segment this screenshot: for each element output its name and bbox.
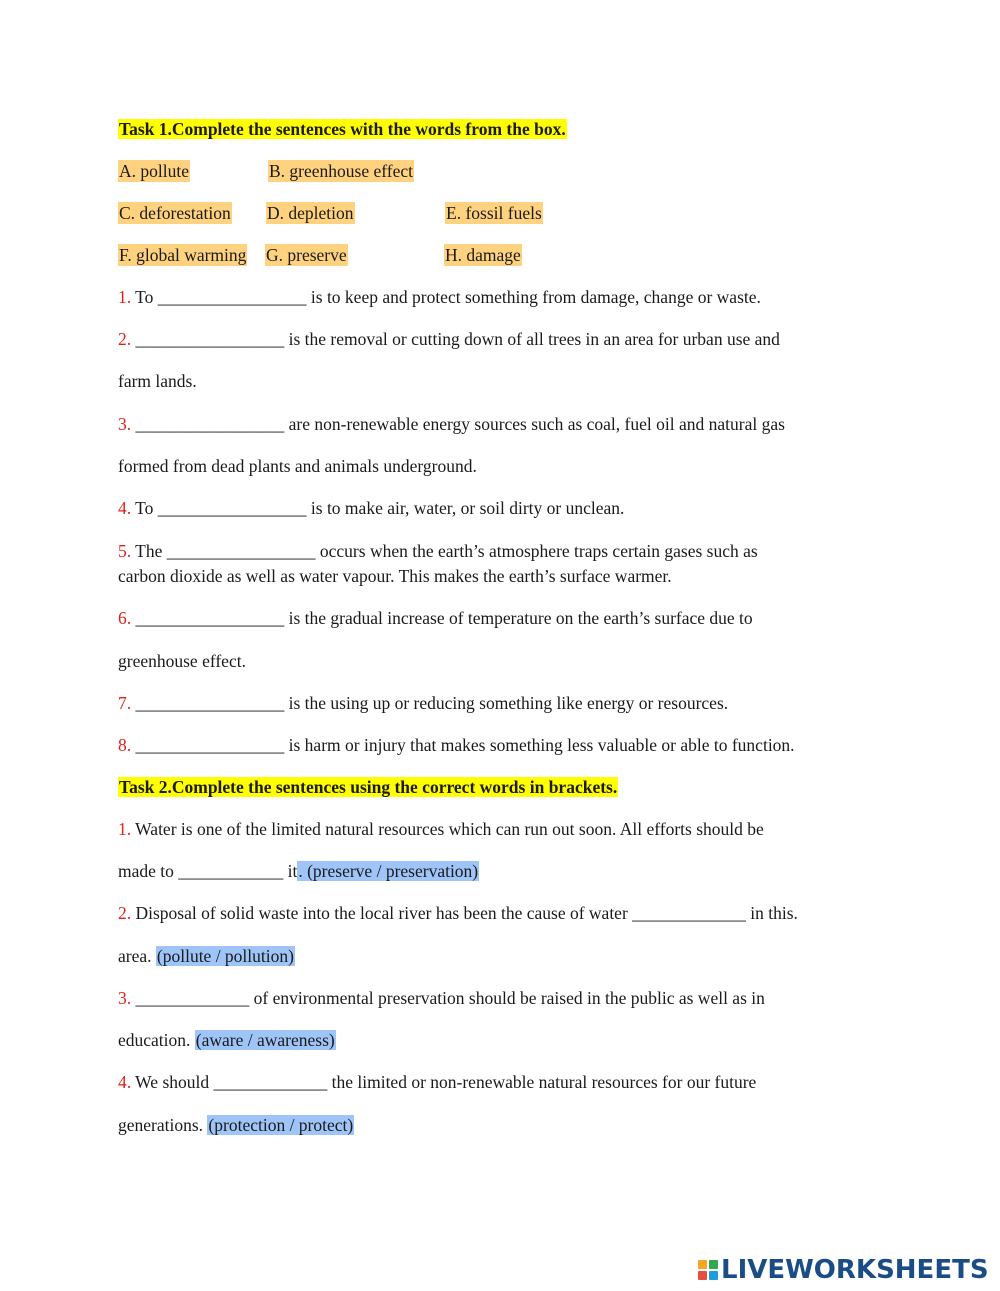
item-text-continued: greenhouse effect.: [118, 651, 246, 671]
item-number: 4.: [118, 1072, 132, 1092]
task2-item-1: [118, 818, 764, 840]
word-option-b: B. greenhouse effect: [269, 161, 413, 181]
task1-item-8: [118, 734, 795, 756]
task1-item-3-cont: [118, 455, 477, 477]
task1-item-6: [118, 607, 753, 629]
bracket-hint: (aware / awareness): [195, 1030, 335, 1050]
task2-item-3: [118, 987, 765, 1009]
task1-item-5-cont: [118, 565, 672, 587]
item-number: 2.: [118, 903, 132, 923]
item-text-continued: area.: [118, 946, 156, 966]
task1-title: [118, 118, 567, 140]
item-text-continued: carbon dioxide as well as water vapour. This makes the earth’s surface warmer.: [118, 566, 672, 586]
item-text: _____________ of environmental preservation should be raised in the public as well as in: [131, 988, 765, 1008]
logo-mark-icon: [698, 1260, 718, 1280]
item-number: 1.: [118, 819, 132, 839]
task1-item-2-cont: [118, 370, 197, 392]
word-option-a: A. pollute: [119, 161, 189, 181]
liveworksheets-logo: [698, 1255, 989, 1285]
task2-item-1-cont: [118, 860, 479, 882]
task2-title: [118, 776, 618, 798]
item-text: To _________________ is to make air, water, or soil dirty or unclean.: [131, 498, 625, 518]
item-text: Disposal of solid waste into the local river has been the cause of water _____________ in this.: [131, 903, 798, 923]
item-number: 2.: [118, 329, 132, 349]
word-option-h: H. damage: [445, 245, 521, 265]
task1-item-1: [118, 286, 761, 308]
task1-title-text: Task 1.Complete the sentences with the words from the box.: [119, 119, 566, 139]
item-number: 8.: [118, 735, 132, 755]
task2-item-4: [118, 1071, 756, 1093]
task1-item-2: [118, 328, 780, 350]
item-text-continued: farm lands.: [118, 371, 197, 391]
item-text: _________________ are non-renewable energy sources such as coal, fuel oil and natural gas: [131, 414, 785, 434]
task1-item-3: [118, 413, 785, 435]
task1-item-5: [118, 540, 758, 562]
item-number: 3.: [118, 414, 132, 434]
item-number: 6.: [118, 608, 132, 628]
item-text: To _________________ is to keep and protect something from damage, change or waste.: [131, 287, 761, 307]
item-text: _________________ is the removal or cutting down of all trees in an area for urban use and: [131, 329, 780, 349]
item-number: 5.: [118, 541, 132, 561]
item-text: _________________ is the gradual increase of temperature on the earth’s surface due to: [131, 608, 753, 628]
bracket-hint: (protection / protect): [208, 1115, 354, 1135]
task2-item-3-cont: [118, 1029, 336, 1051]
item-number: 4.: [118, 498, 132, 518]
item-text-continued: made to ____________ it: [118, 861, 298, 881]
word-option-c: C. deforestation: [119, 203, 231, 223]
item-text: Water is one of the limited natural resources which can run out soon. All efforts should be: [131, 819, 764, 839]
task1-item-7: [118, 692, 728, 714]
item-number: 3.: [118, 988, 132, 1008]
word-option-e: E. fossil fuels: [446, 203, 542, 223]
task2-title-text: Task 2.Complete the sentences using the correct words in brackets.: [119, 777, 618, 797]
item-text-continued: generations.: [118, 1115, 208, 1135]
item-text: _________________ is harm or injury that makes something less valuable or able to function.: [131, 735, 795, 755]
bracket-hint: . (preserve / preservation): [298, 861, 479, 881]
task2-item-4-cont: [118, 1114, 354, 1136]
item-text: We should _____________ the limited or non-renewable natural resources for our future: [131, 1072, 757, 1092]
item-text: The _________________ occurs when the earth’s atmosphere traps certain gases such as: [131, 541, 758, 561]
item-text-continued: formed from dead plants and animals underground.: [118, 456, 477, 476]
task2-item-2-cont: [118, 945, 295, 967]
task1-item-6-cont: [118, 650, 246, 672]
item-number: 1.: [118, 287, 132, 307]
item-number: 7.: [118, 693, 132, 713]
item-text: _________________ is the using up or reducing something like energy or resources.: [131, 693, 729, 713]
word-option-f: F. global warming: [119, 245, 247, 265]
word-option-g: G. preserve: [266, 245, 347, 265]
logo-text: LIVEWORKSHEETS: [721, 1255, 989, 1285]
bracket-hint: (pollute / pollution): [156, 946, 294, 966]
item-text-continued: education.: [118, 1030, 195, 1050]
word-option-d: D. depletion: [267, 203, 354, 223]
task2-item-2: [118, 902, 798, 924]
task1-item-4: [118, 497, 624, 519]
